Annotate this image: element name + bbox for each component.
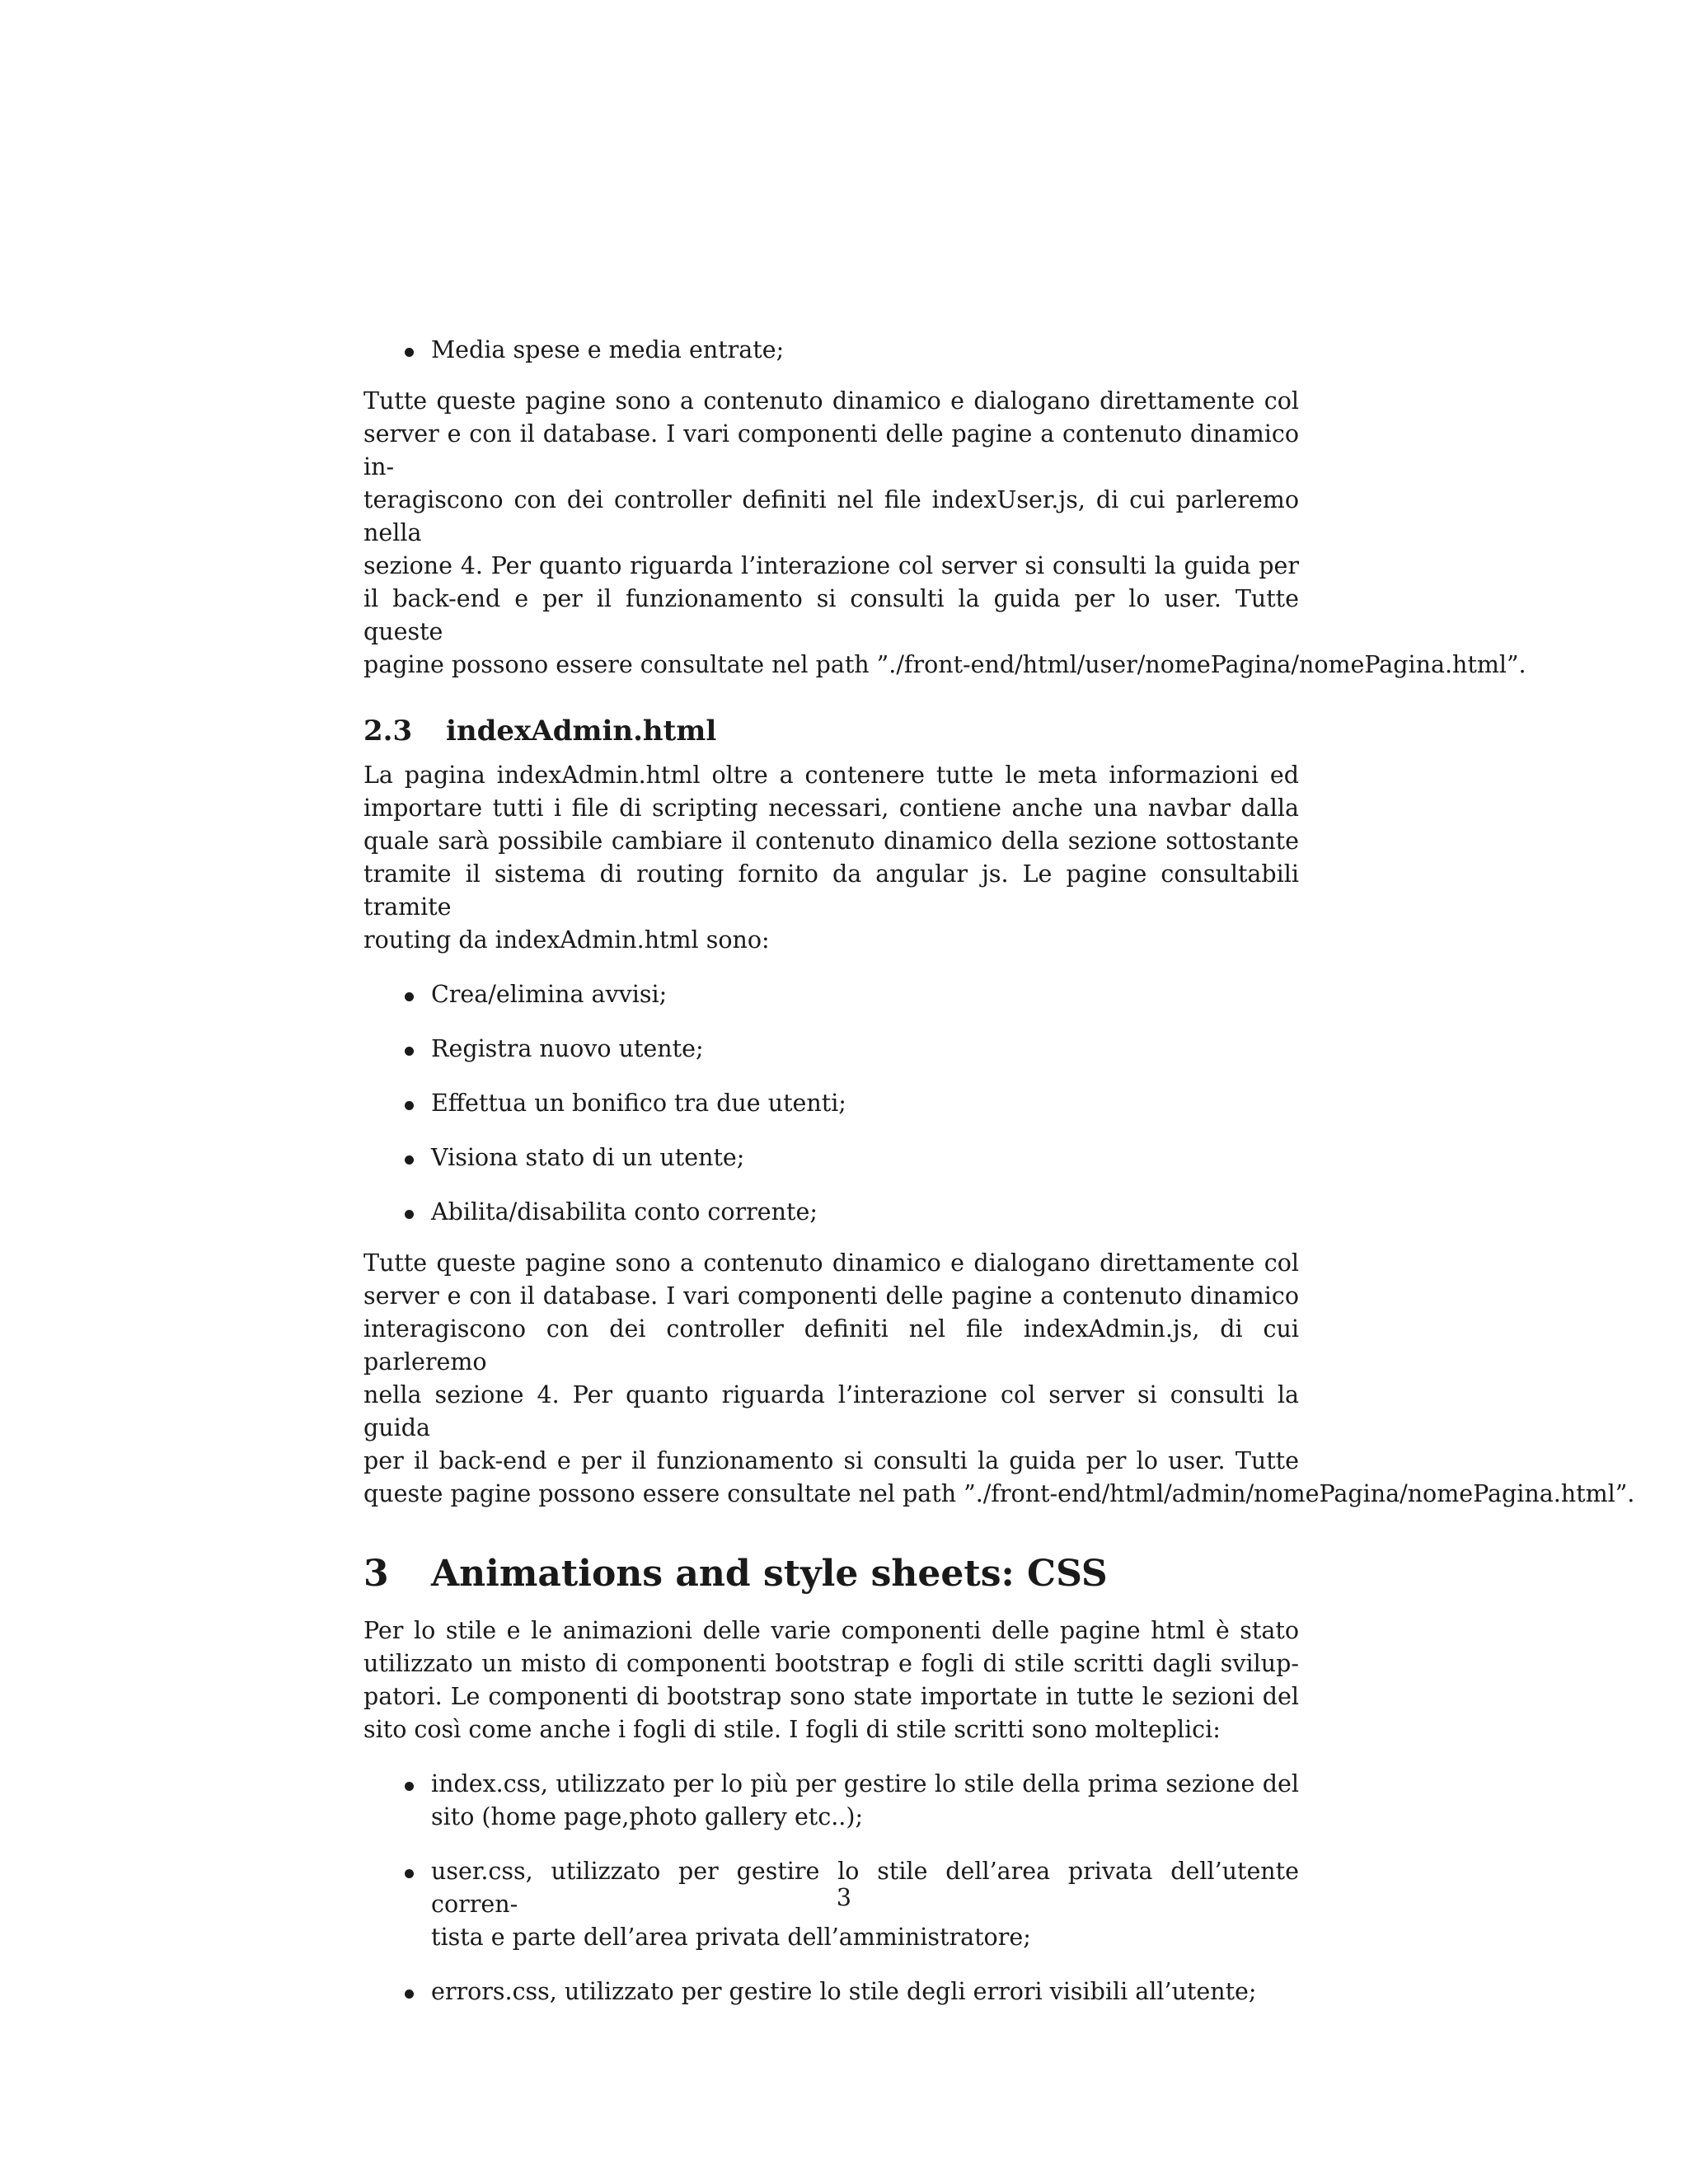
- bullet-icon: [405, 1210, 414, 1219]
- list-item: [363, 978, 1299, 1011]
- list-item: [363, 1768, 1299, 1834]
- section-number: 3: [363, 1553, 389, 1595]
- paragraph-line: per il back-end e per il funzionamento si consulti la guida per lo user. Tutte: [363, 1447, 1299, 1474]
- paragraph-line: Tutte queste pagine sono a contenuto dinamico e dialogano direttamente col: [363, 1249, 1299, 1277]
- paragraph-user-pages: [363, 385, 1526, 682]
- paragraph-line: sezione 4. Per quanto riguarda l’interazione col server si consulti la guida per: [363, 552, 1299, 579]
- paragraph-line: La pagina indexAdmin.html oltre a contenere tutte le meta informazioni ed: [363, 762, 1299, 789]
- list-item-text: user.css, utilizzato per gestire lo stile dell’area privata dell’utente corren-: [431, 1858, 1299, 1918]
- section-heading-2-3: [363, 713, 1299, 749]
- section-heading-3: [363, 1552, 1299, 1596]
- bullet-icon: [405, 348, 414, 357]
- paragraph-line: queste pagine possono essere consultate nel path ”./front-end/html/admin/nomePagina/nomePagina.html”.: [363, 1480, 1635, 1507]
- section-number: 2.3: [363, 715, 413, 748]
- bullet-icon: [405, 992, 414, 1001]
- paragraph-line: sito così come anche i fogli di stile. I fogli di stile scritti sono molteplici:: [363, 1716, 1221, 1743]
- paragraph-line: il back-end e per il funzionamento si consulti la guida per lo user. Tutte queste: [363, 585, 1299, 645]
- bullet-icon: [405, 1155, 414, 1165]
- paragraph-line: Per lo stile e le animazioni delle varie componenti delle pagine html è stato: [363, 1617, 1299, 1644]
- paragraph-line: Tutte queste pagine sono a contenuto dinamico e dialogano direttamente col: [363, 387, 1299, 415]
- top-bullet-list: [363, 334, 1299, 367]
- list-item: [363, 1087, 1299, 1120]
- list-item-text: sito (home page,photo gallery etc..);: [431, 1803, 864, 1830]
- paragraph-line: routing da indexAdmin.html sono:: [363, 926, 770, 954]
- admin-pages-list: [363, 978, 1299, 1229]
- bullet-icon: [405, 1047, 414, 1056]
- paragraph-css-intro: [363, 1615, 1299, 1746]
- list-item-text: tista e parte dell’area privata dell’amministratore;: [431, 1924, 1031, 1951]
- paragraph-line: utilizzato un misto di componenti bootstrap e fogli di stile scritti dagli svilup-: [363, 1650, 1299, 1677]
- list-item-text: Crea/elimina avvisi;: [431, 981, 668, 1008]
- bullet-icon: [405, 1782, 414, 1791]
- list-item: [363, 1033, 1299, 1066]
- list-item-text: Media spese e media entrate;: [431, 336, 785, 363]
- page-number: 3: [836, 1884, 852, 1911]
- list-item: [363, 1196, 1299, 1229]
- list-item: [363, 1141, 1299, 1174]
- list-item: [363, 1975, 1299, 2008]
- section-title: Animations and style sheets: CSS: [431, 1553, 1108, 1595]
- bullet-icon: [405, 1101, 414, 1110]
- paragraph-line: patori. Le componenti di bootstrap sono state importate in tutte le sezioni del: [363, 1683, 1299, 1710]
- list-item-text: Registra nuovo utente;: [431, 1035, 704, 1062]
- list-item-text: Visiona stato di un utente;: [431, 1144, 745, 1171]
- paragraph-line: teragiscono con dei controller definiti nel file indexUser.js, di cui parleremo nella: [363, 486, 1299, 546]
- list-item: [363, 334, 1299, 367]
- paragraph-line: interagiscono con dei controller definiti nel file indexAdmin.js, di cui parleremo: [363, 1315, 1299, 1376]
- document-page: [363, 334, 1635, 2008]
- section-title: indexAdmin.html: [446, 715, 717, 748]
- list-item-text: Effettua un bonifico tra due utenti;: [431, 1090, 846, 1117]
- list-item-text: errors.css, utilizzato per gestire lo stile degli errori visibili all’utente;: [431, 1978, 1257, 2005]
- list-item-text: Abilita/disabilita conto corrente;: [431, 1198, 818, 1226]
- bullet-icon: [405, 1869, 414, 1878]
- bullet-icon: [405, 1990, 414, 1999]
- paragraph-line: quale sarà possibile cambiare il contenuto dinamico della sezione sottostante: [363, 827, 1299, 855]
- paragraph-line: nella sezione 4. Per quanto riguarda l’interazione col server si consulti la guida: [363, 1381, 1299, 1441]
- paragraph-line: tramite il sistema di routing fornito da angular js. Le pagine consultabili tramite: [363, 860, 1299, 921]
- paragraph-index-admin: [363, 759, 1299, 957]
- paragraph-line: server e con il database. I vari componenti delle pagine a contenuto dinamico in-: [363, 420, 1299, 480]
- paragraph-line: pagine possono essere consultate nel path ”./front-end/html/user/nomePagina/nomePagina.html”.: [363, 651, 1526, 678]
- paragraph-admin-pages: [363, 1247, 1635, 1511]
- paragraph-line: importare tutti i file di scripting necessari, contiene anche una navbar dalla: [363, 794, 1299, 822]
- paragraph-line: server e con il database. I vari componenti delle pagine a contenuto dinamico: [363, 1282, 1299, 1310]
- list-item-text: index.css, utilizzato per lo più per gestire lo stile della prima sezione del: [431, 1770, 1299, 1797]
